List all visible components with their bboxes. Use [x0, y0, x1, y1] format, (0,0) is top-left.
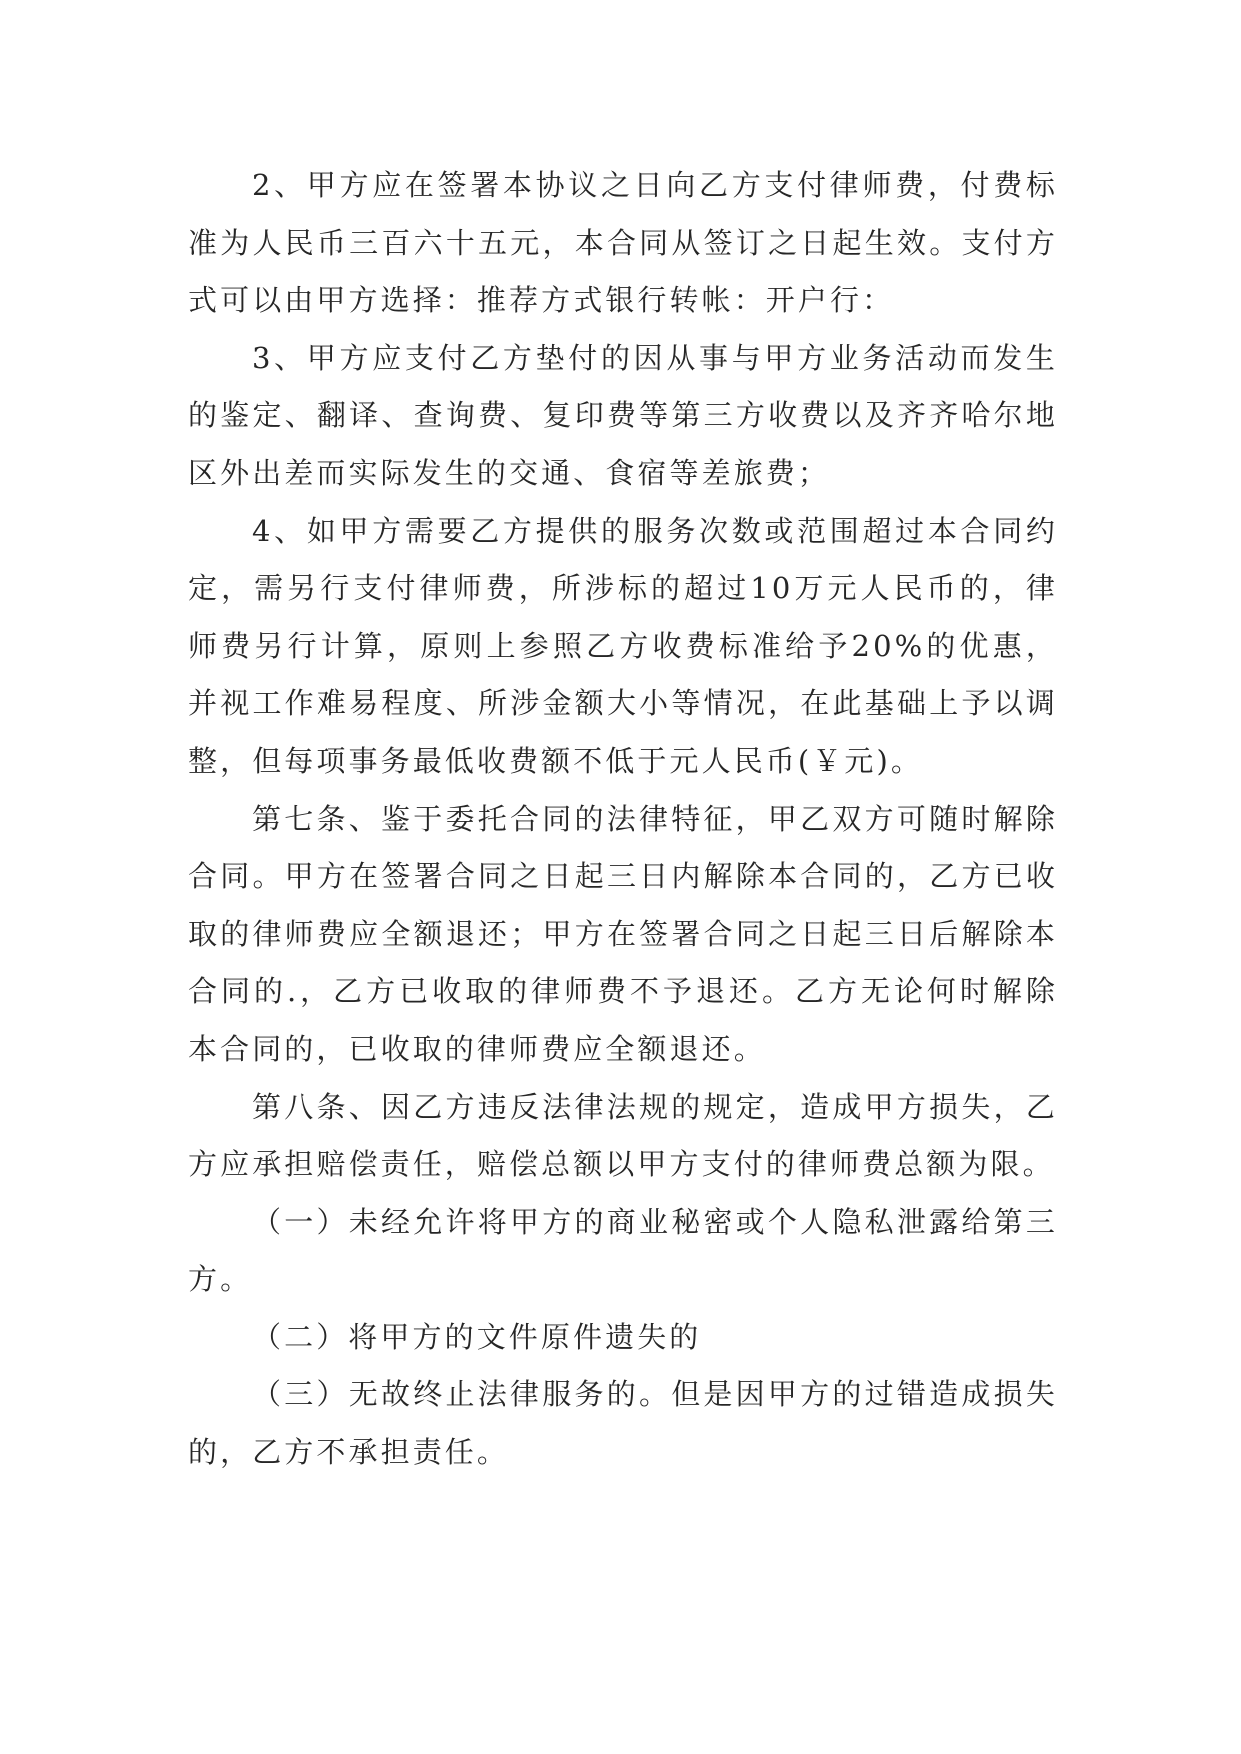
paragraph-article-7-termination: 第七条、鉴于委托合同的法律特征，甲乙双方可随时解除合同。甲方在签署合同之日起三日内解除本合同的，乙方已收取的律师费应全额退还；甲方在签署合同之日起三日后解除本合同的.，乙方已收取的律师费不予退还。乙方无论何时解除本合同的，已收取的律师费应全额退还。: [188, 801, 1058, 1066]
paragraph-item-1: （一）未经允许将甲方的商业秘密或个人隐私泄露给第三方。: [188, 1204, 1058, 1297]
paragraph-additional-fees: 4、如甲方需要乙方提供的服务次数或范围超过本合同约定，需另行支付律师费，所涉标的超过10万元人民币的，律师费另行计算，原则上参照乙方收费标准给予20%的优惠，并视工作难易程度、所涉金额大小等情况，在此基础上予以调整，但每项事务最低收费额不低于元人民币(￥元)。: [188, 513, 1058, 778]
document-body: [188, 157, 1058, 1482]
paragraph-article-8-liability: 第八条、因乙方违反法律法规的规定，造成甲方损失，乙方应承担赔偿责任，赔偿总额以甲方支付的律师费总额为限。: [188, 1089, 1058, 1182]
paragraph-item-2: （二）将甲方的文件原件遗失的: [252, 1319, 702, 1354]
paragraph-expenses: 3、甲方应支付乙方垫付的因从事与甲方业务活动而发生的鉴定、翻译、查询费、复印费等第三方收费以及齐齐哈尔地区外出差而实际发生的交通、食宿等差旅费；: [188, 340, 1058, 490]
paragraph-fee-payment: 2、甲方应在签署本协议之日向乙方支付律师费，付费标准为人民币三百六十五元，本合同从签订之日起生效。支付方式可以由甲方选择：推荐方式银行转帐：开户行：: [188, 168, 1058, 318]
paragraph-item-3: （三）无故终止法律服务的。但是因甲方的过错造成损失的，乙方不承担责任。: [188, 1377, 1058, 1470]
